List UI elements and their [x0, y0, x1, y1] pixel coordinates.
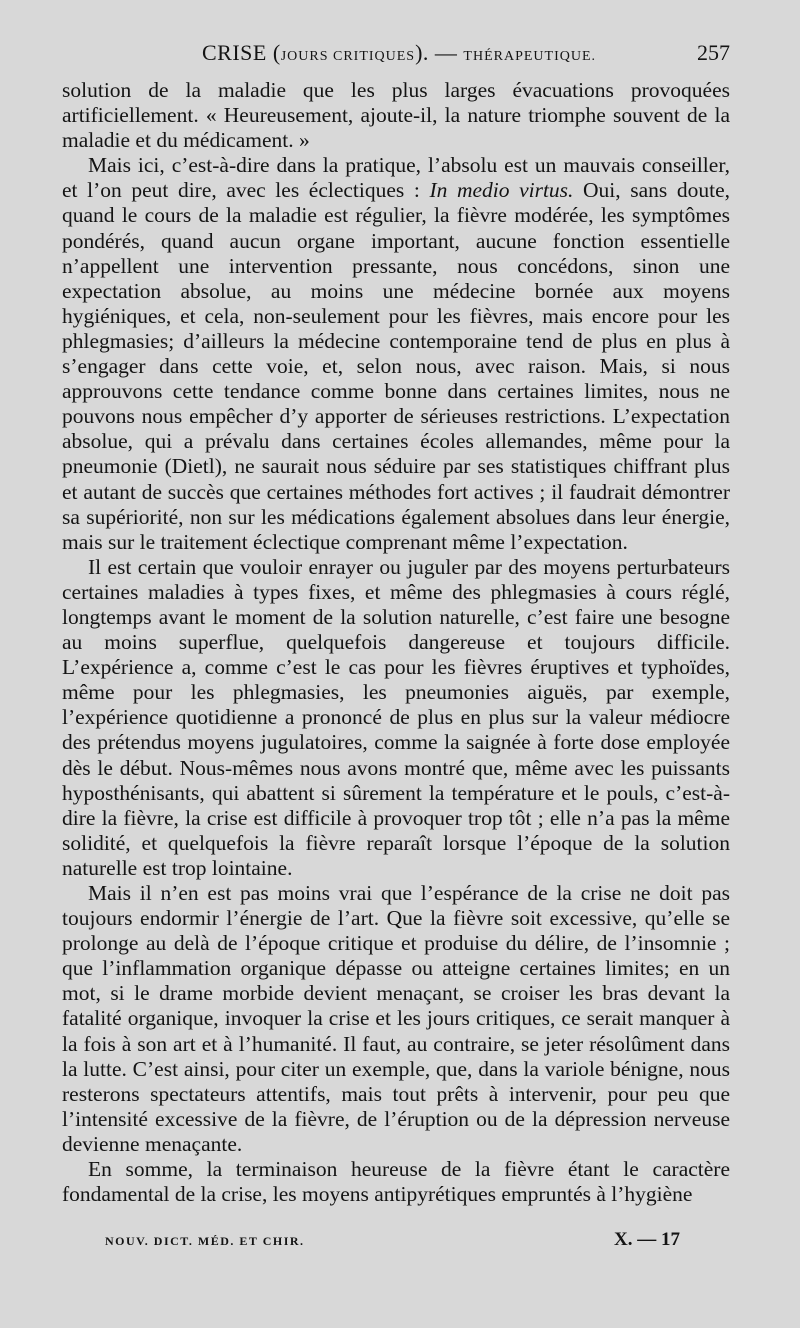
- running-title-smallcaps: JOURS CRITIQUES: [280, 49, 416, 64]
- volume-mark: X. — 17: [614, 1229, 680, 1250]
- page-footer: [105, 1229, 680, 1256]
- running-title-main: CRISE (: [202, 40, 281, 65]
- paragraph-3: Il est certain que vouloir enrayer ou juguler par des moyens perturbateurs certaines maladies à types fixes, et même des phlegmasies à cours réglé, longtemps avant le moment de la solution naturelle, c’est faire une besogne au moins superflue, quelquefois dangereuse et toujours difficile. L’expérience a, comme c’est le cas pour les fièvres éruptives et typhoïdes, même pour les phlegmasies, les pneumonies aiguës, par exemple, l’expérience quotidienne a prononcé de plus en plus sur la valeur médiocre des prétendus moyens jugulatoires, comme la saignée à forte dose employée dès le début. Nous-mêmes nous avons montré que, même avec les puissants hyposthénisants, qui abattent si sûrement la température et le pouls, c’est-à-dire la fièvre, la crise est difficile à provoquer trop tôt ; elle n’a pas la même solidité, et quelquefois la fièvre reparaît lorsque l’époque de la solution naturelle est trop lointaine.: [62, 554, 730, 880]
- paragraph-2-end: Oui, sans doute, quand le cours de la maladie est régulier, la fièvre modérée, les symptômes pondérés, quand aucun organe important, aucune fonction essentielle n’appellent une intervention pressante, nous concédons, sinon une expectation absolue, au moins une médecine bornée aux moyens hygiéniques, et cela, non-seulement pour les fièvres, mais encore pour les phlegmasies; d’ailleurs la médecine contemporaine tend de plus en plus à s’engager dans cette voie, et, selon nous, avec raison. Mais, si nous approuvons cette tendance comme bonne dans certaines limites, nous ne pouvons nous empêcher d’y apporter de sérieuses restrictions. L’expectation absolue, qui a prévalu dans certaines écoles allemandes, même pour la pneumonie (Dietl), ne saurait nous séduire par ses statistiques chiffrant plus et autant de succès que certaines méthodes fort actives ; il faudrait démontrer sa supériorité, non sur les médications également absolues dans leur énergie, mais sur le traitement éclectique comprenant même l’expectation.: [62, 178, 730, 554]
- body-text: [62, 78, 730, 1207]
- signature-mark: NOUV. DICT. MÉD. ET CHIR.: [105, 1234, 305, 1248]
- page-number: 257: [697, 40, 730, 65]
- paragraph-2: [62, 153, 730, 555]
- running-title-section: THÉRAPEUTIQUE.: [463, 49, 597, 64]
- running-head: [62, 40, 730, 78]
- running-title: [202, 40, 596, 66]
- paragraph-5: En somme, la terminaison heureuse de la fièvre étant le caractère fondamental de la crise, les moyens antipyrétiques empruntés à l’hygiène: [62, 1157, 730, 1207]
- paragraph-1: solution de la maladie que les plus larges évacuations provoquées artificiellement. « Heureusement, ajoute-il, la nature triomphe souvent de la maladie et du médicament. »: [62, 78, 730, 153]
- paragraph-4: Mais il n’en est pas moins vrai que l’espérance de la crise ne doit pas toujours endormir l’énergie de l’art. Que la fièvre soit excessive, qu’elle se prolonge au delà de l’époque critique et produise du délire, de l’insomnie ; que l’inflammation organique dépasse ou atteigne certaines limites; en un mot, si le drame morbide devient menaçant, se croiser les bras devant la fatalité organique, invoquer la crise et les jours critiques, ce serait manquer à la fois à son art et à l’humanité. Il faut, au contraire, se jeter résolûment dans la lutte. C’est ainsi, pour citer un exemple, que, dans la variole bénigne, nous resterons spectateurs attentifs, mais tout prêts à intervenir, pour peu que l’intensité excessive de la fièvre, de l’éruption ou de la dépression nerveuse devienne menaçante.: [62, 881, 730, 1156]
- running-title-end: ).: [415, 40, 429, 65]
- paragraph-2-start: Mais ici, c’est-à-dire dans la pratique, l’absolu est un mauvais conseiller, et l’on peut dire, avec les éclectiques :: [62, 153, 730, 203]
- latin-quote: In medio virtus.: [429, 178, 574, 203]
- running-title-dash: —: [428, 40, 464, 65]
